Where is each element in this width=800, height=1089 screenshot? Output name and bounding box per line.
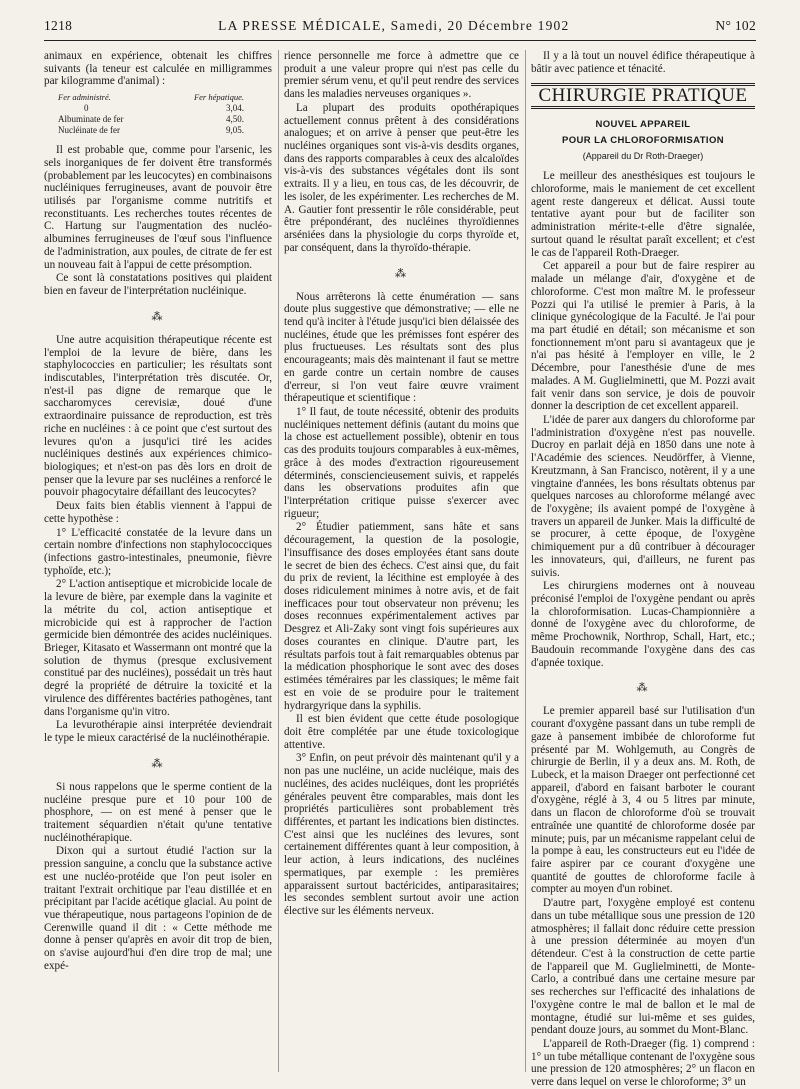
paragraph: 3° Enfin, on peut prévoir dès maintenant qu'il y a non pas une nucléine, un acide nucléique, mais des nucléines, des acides nucléiques, dont les propriétés générales peuvent être comparables, mais dont les propriétés particulières sont probablement très différentes, et partant les indications bien distinctes. C'est ainsi que les nucléines des levures, sont certainement différentes quant à leur composition, à leur action, à leurs indications, des nucléines spermatiques, par exemple : les premières apparaissent surtout bactéricides, antiparasitaires; les secondes semblent surtout avoir une action élective sur les éléments nerveux. [284,752,519,917]
article-title-line-2: POUR LA CHLOROFORMISATION [562,134,724,146]
table-row: Albuminate de fer 4,50. [58,114,244,125]
section-title: CHIRURGIE PRATIQUE [531,83,755,109]
section-separator: ⁂ [395,267,408,280]
paragraph: Ce sont là constatations positives qui plaident bien en faveur de l'interprétation nucléinique. [44,272,272,298]
table-header-left: Fer administré. [58,92,111,103]
paragraph: Deux faits bien établis viennent à l'appui de cette hypothèse : [44,500,272,525]
paragraph: 1° Il faut, de toute nécessité, obtenir des produits nucléiniques nettement définis (autant du moins que la chose est actuellement possible), obtenir en tous cas des produits toujours comparables à eux-mêmes, grâce à des modes d'extraction rigoureusement déterminés, consciencieusement suivis, et rappelés dans les observations produites afin que l'interprétation critique puisse s'exercer avec rigueur; [284,405,519,520]
paragraph: Il y a là tout un nouvel édifice thérapeutique à bâtir avec patience et ténacité. [531,50,755,75]
paragraph: Cet appareil a pour but de faire respirer au malade un mélange d'air, d'oxygène et de chloroforme. C'est mon maître M. le professeur Pozzi qui l'a utilisé le premier à Paris, à la clinique gynécologique de la Faculté. Je l'ai pour ma part étudié en détail; son mécanisme et son fonctionnement m'ont paru si avantageux que je n'ai pas hésité à l'employer en ville, le 2 Décembre, pour l'anesthésie d'une de mes malades. A M. Guglielminetti, que M. Pozzi avait fait venir dans son service, je dois de pouvoir donner la description de cet excellent appareil. [531,260,755,413]
table-row: 0 3,04. [84,103,244,114]
article-subtitle: (Appareil du Dr Roth-Draeger) [582,150,704,161]
paragraph: 1° L'efficacité constatée de la levure dans un certain nombre d'infections non staphylococciques (infections gastro-intestinales, pneumonie, fièvre typhoïde, etc.); [44,526,272,577]
section-separator: ⁂ [636,682,650,695]
column-divider-1 [278,50,279,1072]
paragraph: Il est bien évident que cette étude posologique doit être complétée par une étude toxicologique attentive. [284,713,519,751]
paragraph: Dixon qui a surtout étudié l'action sur la pression sanguine, a conclu que la substance active est une nucléo-protéide que l'on peut isoler en traitant l'extrait orchitique par l'eau distillée et en précipitant par l'acide acétique glacial. Au point de vue thérapeutique, nous partageons l'opinion de de Cerenwille quand il dit : « Cette méthode me donne à penser qu'après en avoir dit trop de bien, on s'avise aujourd'hui d'en dire trop de mal; une expé- [44,845,272,972]
paragraph: La plupart des produits opothérapiques actuellement connus prêtent à des considérations analogues; et on arrive à penser que peut-être les nucléines organiques sont vis-à-vis desdits organes, dans des rapports comparables à ceux des alcaloïdes vis-à-vis des substances végétales dont ils sont extraits. Il y a lieu, en tous cas, de les découvrir, de les isoler, de les expérimenter. Les recherches de M. A. Gautier font pressentir le rôle considérable, peut être prépondérant, des nucléines thyroïdiennes arséniées dans la physiologie du corps thyroïde et, par conséquent, dans la thyroïdo-thérapie. [284,101,519,254]
header-rule [44,40,756,41]
paragraph: D'autre part, l'oxygène employé est contenu dans un tube métallique sous une pression de 120 atmosphères; il fallait donc réduire cette pression à une pression déterminée au moyen d'un détendeur. C'est à la construction de cette partie de l'appareil que M. Guglielminetti, de Monte-Carlo, a contribué dans une certaine mesure par ses recherches sur l'efficacité des inhalations de l'oxygène contre le mal de ballon et le mal de montagne, étudié sur lui-même et ses guides, pendant douze jours, au sommet du Mont-Blanc. [531,897,755,1037]
table-header-right: Fer hépatique. [193,92,244,103]
page-header [44,18,756,38]
paragraph: Le premier appareil basé sur l'utilisation d'un courant d'oxygène passant dans un tube rempli de gaze à pansement imbibée de chloroforme fut présenté par M. Wohlgemuth, au Congrès de chirurgie de Berlin, il y a deux ans. M. Roth, de Lubeck, et la maison Draeger ont perfectionné cet appareil, d'abord en faisant barboter le courant d'oxygène, réglé à 3, 4 ou 5 litres par minute, dans un flacon de chloroforme d'où se trouvait entraînée une quantité de chloroforme dosée par minute; puis, par un mécanisme rappelant celui de la pompe à eau, les constructeurs eut eu l'idée de faire aspirer par ce courant d'oxygène une quantité de gouttes de chloroforme facile à compter au moyen d'un robinet. [531,705,755,896]
paragraph: L'idée de parer aux dangers du chloroforme par l'administration d'oxygène n'est pas nouvelle. Ducroy en parlait déjà en 1850 dans une note à l'Académie des sciences. Neudörffer, à Vienne, Kreutzmann, à San Francisco, notèrent, il y a une vingtaine d'années, les bons résultats obtenus par quelques narcoses au chloroforme mélangé avec de l'oxygène; ils avaient pompé de l'oxygène à travers un appareil de Junker. Mais la difficulté de se procurer, à cette époque, de l'oxygène chimiquement pur a dû contribuer à décourager les innovateurs, qui, d'ailleurs, ne furent pas suivis. [531,413,755,579]
article-title: NOUVEL APPAREIL [595,119,691,131]
paragraph: animaux en expérience, obtenait les chiffres suivants (la teneur est calculée en milligrammes par kilogramme d'animal) : [44,50,272,88]
journal-masthead: LA PRESSE MÉDICALE, Samedi, 20 Décembre 1902 [218,18,570,33]
paragraph: L'appareil de Roth-Draeger (fig. 1) comprend : 1° un tube métallique contenant de l'oxygène sous une pression de 120 atmosphères; 2° un flacon en verre dans lequel on verse le chloroforme; 3° un [531,1038,755,1089]
section-separator: ⁂ [151,757,165,770]
section-separator: ⁂ [151,310,165,323]
paragraph: Une autre acquisition thérapeutique récente est l'emploi de la levure de bière, dans les staphylococcies en particulier; les résultats sont indiscutables, l'interprétation très discutée. Or, n'est-il pas digne de remarque que le saccharomyces cerevisiæ, doué d'une extraordinaire puissance de reproduction, est très riche en nucléines : à ce point que c'est surtout des levures qu'on a jusqu'ici tiré les acides nucléiniques destinés aux expériences chimico-biologiques; et n'est-on pas dès lors en droit de penser que la levure par ses nucléines a renforcé le pouvoir phagocytaire défaillant des leucocytes? [44,333,272,499]
paragraph: Les chirurgiens modernes ont à nouveau préconisé l'emploi de l'oxygène pendant ou après la chloroformisation. Lucas-Championnière a donné de l'oxygène avec du chloroforme, de même Prochownik, Northrop, Schall, Hart, etc.; Baudouin recommande l'oxygène dans des cas d'apnée toxique. [531,580,755,669]
paragraph: rience personnelle me force à admettre que ce produit a une valeur propre qui n'est pas celle du premier sérum venu, et qu'il peut rendre des services dans les maladies nerveuses organiques ». [284,50,519,101]
paragraph: Si nous rappelons que le sperme contient de la nucléine presque pure et 10 pour 100 de phosphore, — on est mené à penser que le traitement séquardien n'était qu'une tentative nucléinothérapique. [44,780,272,844]
page-number: 1218 [44,18,73,33]
table-row: Nucléinate de fer 9,05. [58,125,244,136]
paragraph: La levurothérapie ainsi interprétée deviendrait le type le mieux caractérisé de la nucléinothérapie. [44,719,272,745]
paragraph: 2° L'action antiseptique et microbicide locale de la levure de bière, par exemple dans la vaginite et la métrite du col, action antiseptique et microbicide qui est à rapprocher de l'action germicide bien démontrée des acides nucléiniques. Brieger, Kitasato et Wassermann ont montré que la solution de thymus (presque exclusivement constitué par des nucléines), possédait un très haut degré la propriété de détruire la toxicité et la virulence des différentes bactéries pathogènes, tant dans l'organisme qu'in vitro. [44,578,272,718]
paragraph: 2° Étudier patiemment, sans hâte et sans découragement, la question de la posologie, l'insuffisance des doses employées étant sans doute le secret de bien des échecs. C'est ainsi que, du fait du prix de revient, la lécithine est employée à des doses ridiculement minimes à notre avis, et de fait inefficaces pour tout observateur non prévenu; les doses reconnues expérimentalement actives par Desgrez et Ali-Zaky sont vingt fois supérieures aux doses courantes en clinique. D'autre part, les résultats parfois tout à fait remarquables obtenus par la médication phosphorique le sont avec des doses estimées téméraires par les classiques; le même fait est en voie de se produire pour le traitement hydrargyrique dans la syphilis. [284,521,519,712]
paragraph: Le meilleur des anesthésiques est toujours le chloroforme, mais le maniement de cet excellent agent reste dangereux et délicat. Aussi toute tentative ayant pour but de faciliter son administration mérite-t-elle d'être signalée, surtout quand le résultat paraît excellent; et c'est le cas de l'appareil Roth-Draeger. [531,170,755,259]
iron-table [58,92,258,136]
column-2 [284,50,519,1074]
column-1 [44,50,272,1074]
column-divider-2 [525,50,526,1072]
paragraph: Il est probable que, comme pour l'arsenic, les sels inorganiques de fer doivent être transformés (probablement par les leucocytes) en combinaisons nucléiniques ferrugineuses, avant de pouvoir être utilisés par l'organisme comme nutritifs et reconstituants. Les recherches toutes récentes de C. Hartung sur l'augmentation des nucléo-albumines ferrugineuses de l'œuf sous l'influence de l'administration, aux poules, de citrate de fer est un nouveau fait à l'appui de cette présomption. [44,144,272,271]
column-3 [531,50,755,1089]
paragraph: Nous arrêterons là cette énumération — sans doute plus suggestive que démonstrative; — elle ne tend qu'à inciter à l'étude jusqu'ici bien délaissée des nucléines, étude que les prémisses font espérer des plus fructueuses. Les résultats sont des plus encourageants; mais dès maintenant il faut se mettre en garde contre un certain nombre de causes d'erreur, si l'on veut faire œuvre vraiment thérapeutique et scientifique : [284,290,519,405]
issue-number: N° 102 [715,18,756,33]
